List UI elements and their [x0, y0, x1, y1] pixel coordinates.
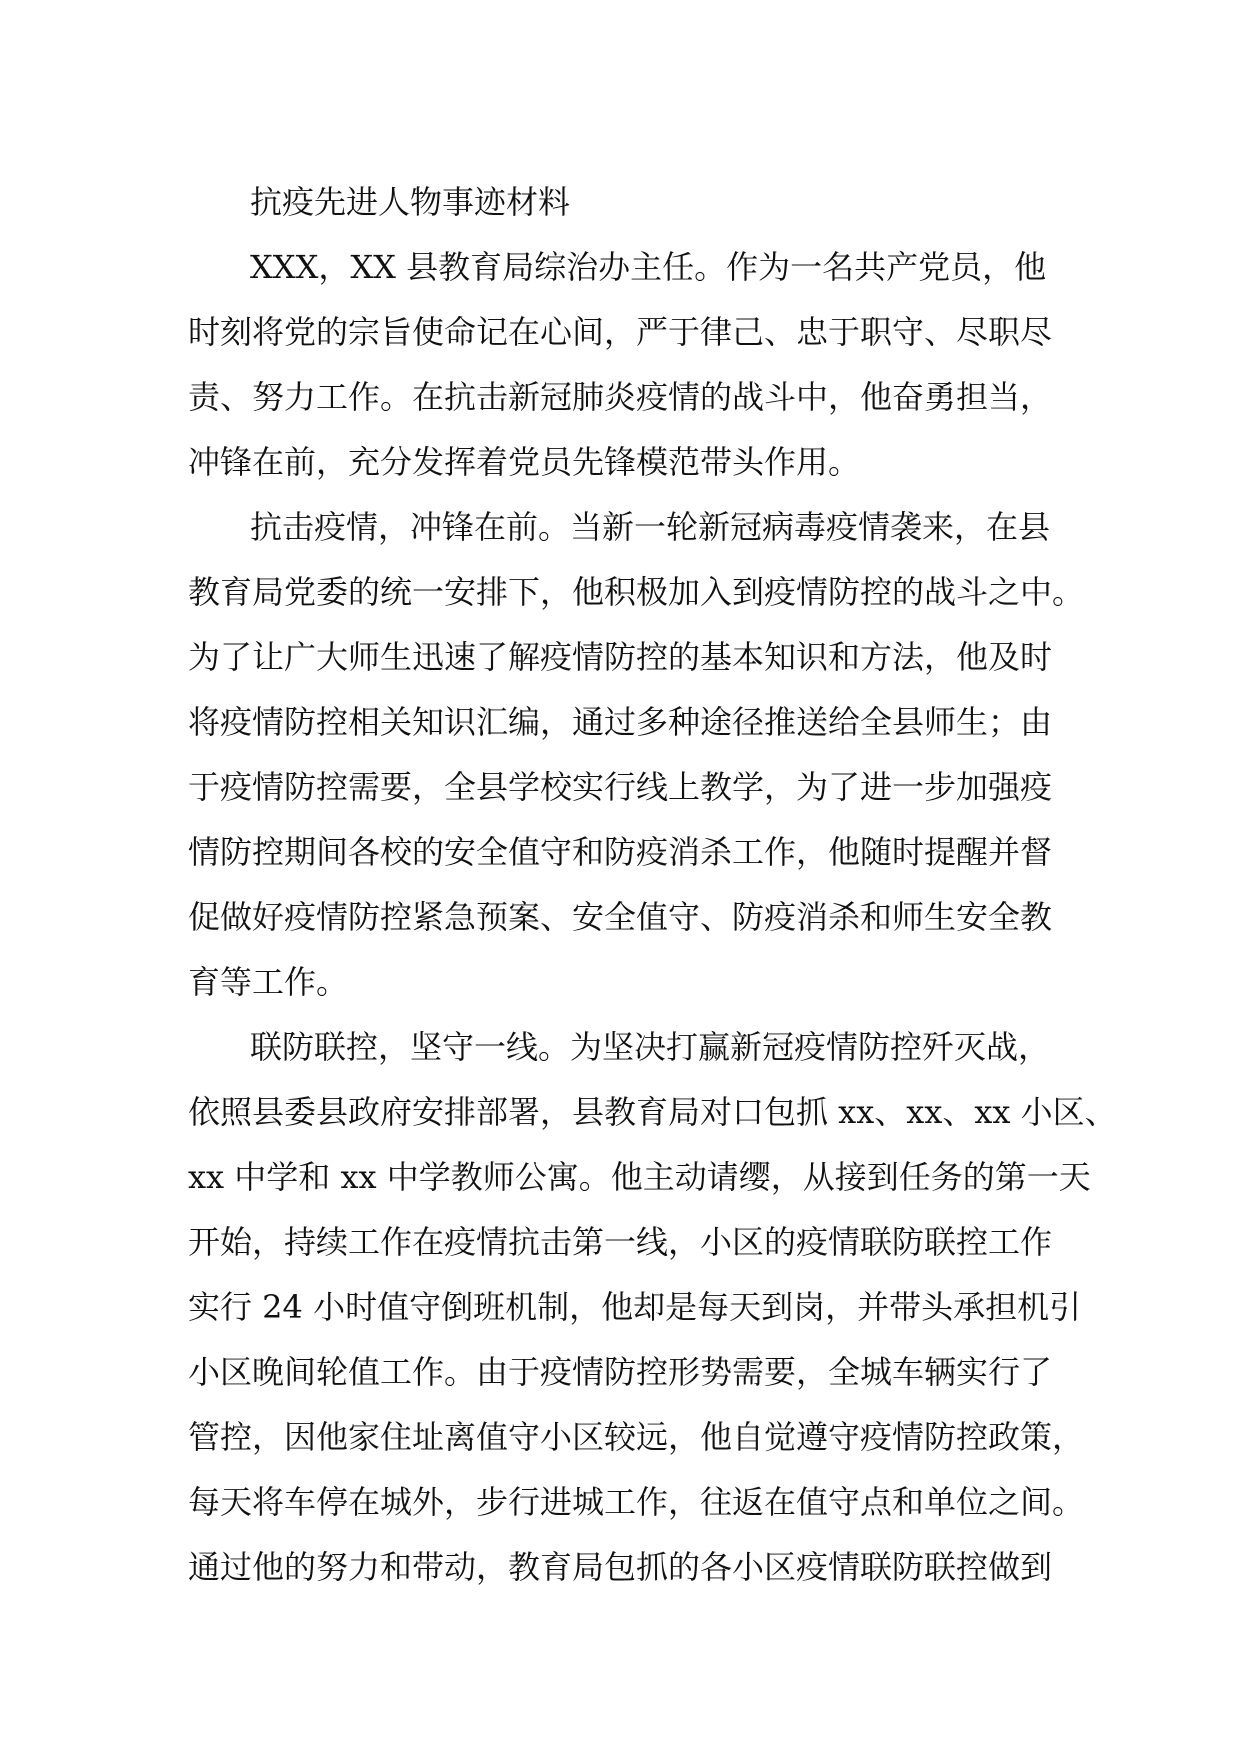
paragraph-line: 管控，因他家住址离值守小区较远，他自觉遵守疫情防控政策， — [188, 1418, 1085, 1456]
paragraph-line: 实行 24 小时值守倒班机制，他却是每天到岗，并带头承担机引 — [188, 1288, 1082, 1326]
paragraph-line: 小区晚间轮值工作。由于疫情防控形势需要，全城车辆实行了 — [188, 1353, 1053, 1391]
paragraph-1 — [188, 235, 1068, 495]
paragraph-line: 情防控期间各校的安全值守和防疫消杀工作，他随时提醒并督 — [188, 833, 1053, 871]
paragraph-3 — [188, 1015, 1117, 1600]
paragraph-line: 联防联控，坚守一线。为坚决打赢新冠疫情防控歼灭战， — [250, 1028, 1051, 1066]
document-body — [188, 170, 1117, 1600]
document-title: 抗疫先进人物事迹材料 — [250, 183, 571, 221]
paragraph-line: 抗击疫情，冲锋在前。当新一轮新冠病毒疫情袭来，在县 — [250, 508, 1051, 546]
paragraph-line: 促做好疫情防控紧急预案、安全值守、防疫消杀和师生安全教 — [188, 898, 1053, 936]
paragraph-line: 依照县委县政府安排部署，县教育局对口包抓 xx、xx、xx 小区、 — [188, 1093, 1117, 1131]
paragraph-line: 每天将车停在城外，步行进城工作，往返在值守点和单位之间。 — [188, 1483, 1085, 1521]
paragraph-line: 责、努力工作。在抗击新冠肺炎疫情的战斗中，他奋勇担当， — [188, 378, 1053, 416]
paragraph-line: 将疫情防控相关知识汇编，通过多种途径推送给全县师生；由 — [188, 703, 1053, 741]
paragraph-line: xx 中学和 xx 中学教师公寓。他主动请缨，从接到任务的第一天 — [188, 1158, 1091, 1196]
paragraph-line: 于疫情防控需要，全县学校实行线上教学，为了进一步加强疫 — [188, 768, 1053, 806]
paragraph-line: 开始，持续工作在疫情抗击第一线，小区的疫情联防联控工作 — [188, 1223, 1053, 1261]
paragraph-line: XXX，XX 县教育局综治办主任。作为一名共产党员，他 — [250, 248, 1047, 286]
paragraph-line: 冲锋在前，充分发挥着党员先锋模范带头作用。 — [188, 443, 861, 481]
paragraph-2 — [188, 495, 1085, 1015]
paragraph-line: 时刻将党的宗旨使命记在心间，严于律己、忠于职守、尽职尽 — [188, 313, 1053, 351]
paragraph-line: 为了让广大师生迅速了解疫情防控的基本知识和方法，他及时 — [188, 638, 1053, 676]
paragraph-line: 通过他的努力和带动，教育局包抓的各小区疫情联防联控做到 — [188, 1548, 1053, 1586]
paragraph-line: 教育局党委的统一安排下，他积极加入到疫情防控的战斗之中。 — [188, 573, 1085, 611]
paragraph-line: 育等工作。 — [188, 963, 349, 1001]
